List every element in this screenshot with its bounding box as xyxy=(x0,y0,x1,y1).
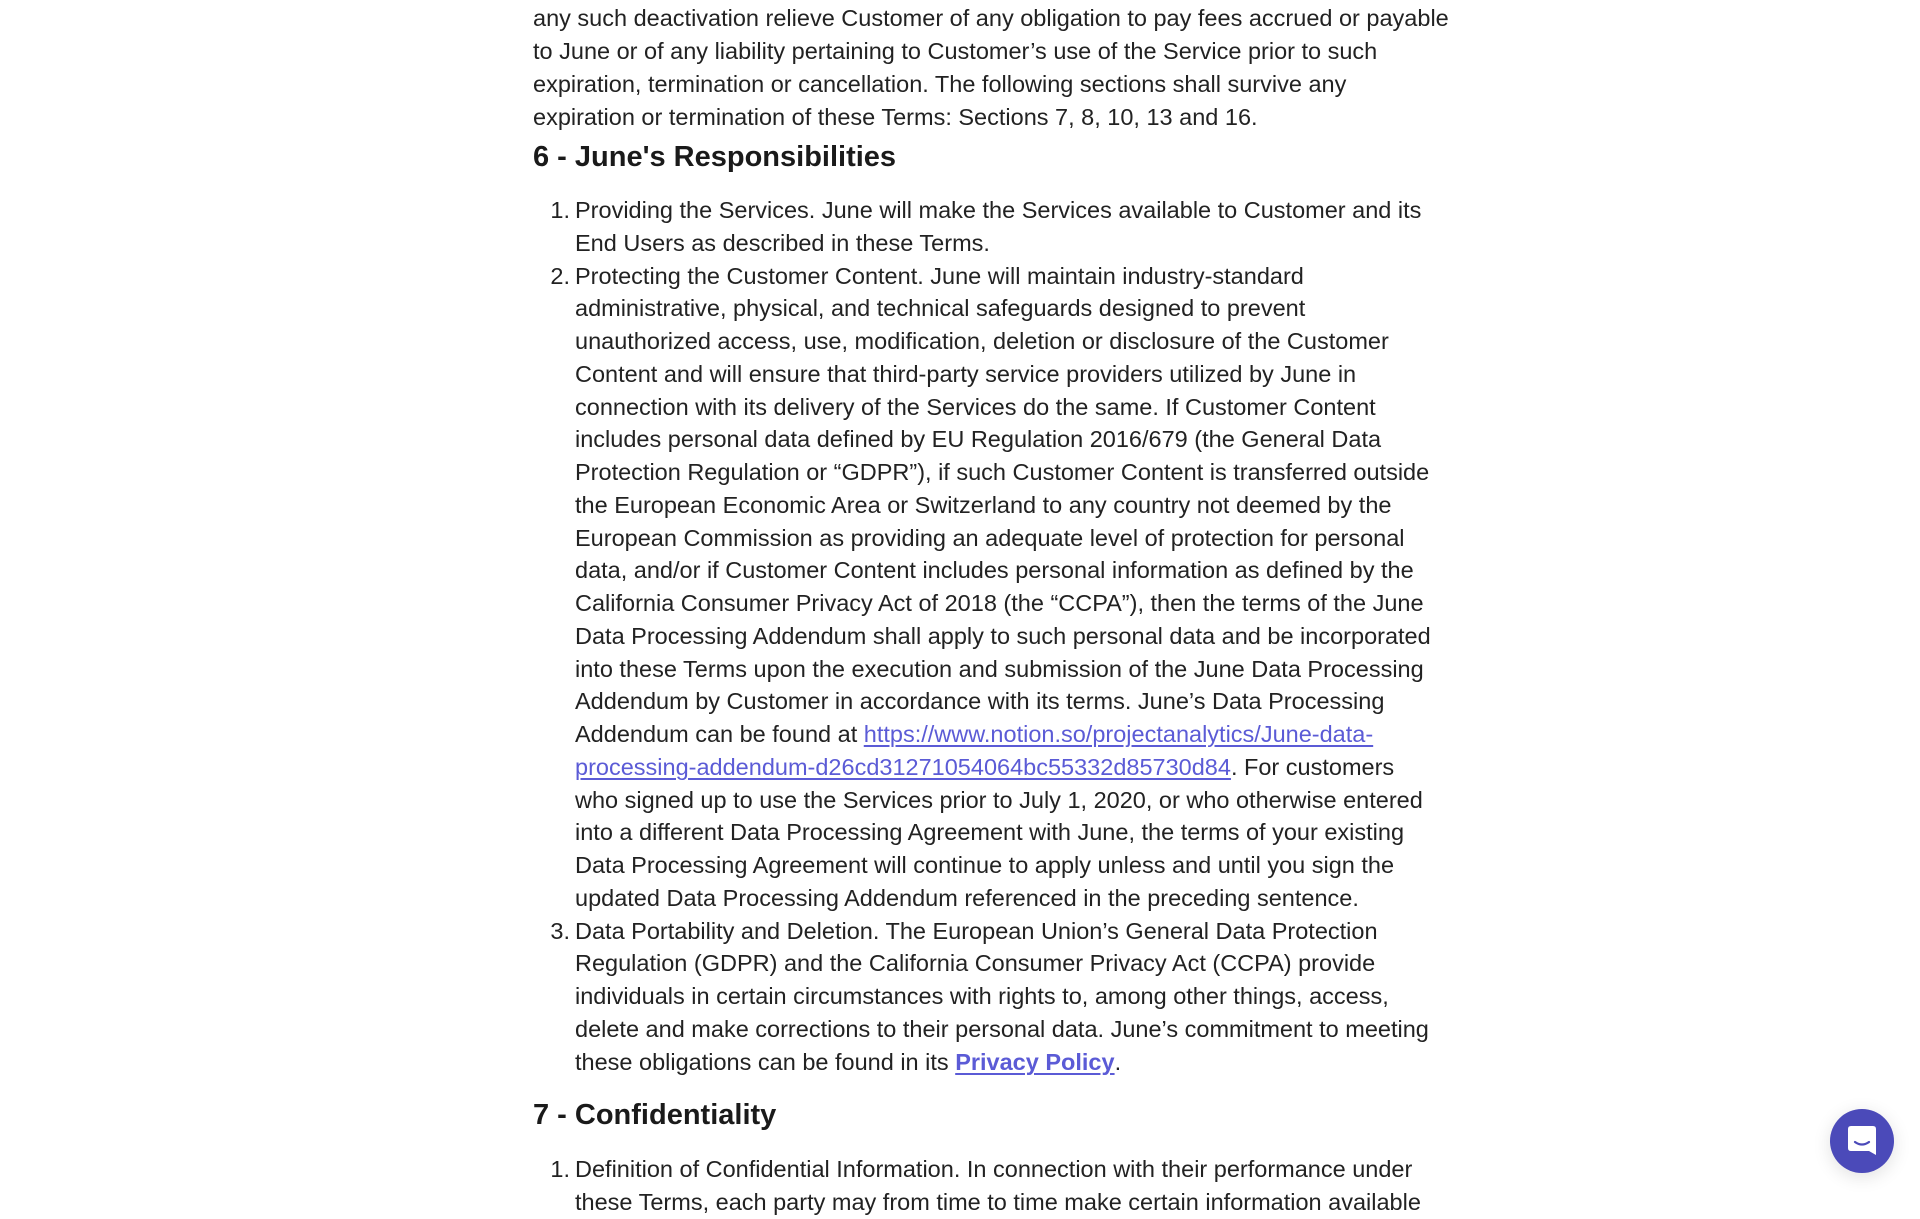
item-line: data, and/or if Customer Content includes personal information as defined by the xyxy=(575,557,1414,583)
item-line: into a different Data Processing Agreement with June, the terms of your existing xyxy=(575,819,1405,845)
item-line: Providing the Services. June will make the Services available to Customer and its xyxy=(575,197,1422,223)
list-number: 1. xyxy=(550,197,570,223)
item-line: Data Processing Addendum shall apply to such personal data and be incorporated xyxy=(575,623,1431,649)
item-line: Data Processing Agreement will continue to apply unless and until you sign the xyxy=(575,852,1395,878)
after-link-text: . For customers xyxy=(1230,754,1395,780)
item-line: includes personal data defined by EU Regulation 2016/679 (the General Data xyxy=(575,426,1382,452)
paragraph-line: expiration, termination or cancellation. The following sections shall survive any xyxy=(533,71,1347,97)
paragraph-line: to June or of any liability pertaining to Customer’s use of the Service prior to such xyxy=(533,38,1378,64)
item-line: Protecting the Customer Content. June will maintain industry-standard xyxy=(575,263,1304,289)
item-line: End Users as described in these Terms. xyxy=(575,230,990,256)
item-line: Addendum by Customer in accordance with its terms. June’s Data Processing xyxy=(575,688,1385,714)
item-line: who signed up to use the Services prior to July 1, 2020, or who otherwise entered xyxy=(575,787,1423,813)
item-line: California Consumer Privacy Act of 2018 (the “CCPA”), then the terms of the June xyxy=(575,590,1424,616)
item-line: updated Data Processing Addendum referenced in the preceding sentence. xyxy=(575,885,1359,911)
paragraph-line: expiration or termination of these Terms: Sections 7, 8, 10, 13 and 16. xyxy=(533,104,1258,130)
list-number: 2. xyxy=(550,263,570,289)
item-line: individuals in certain circumstances with rights to, among other things, access, xyxy=(575,983,1389,1009)
item-line: Content and will ensure that third-party service providers utilized by June in xyxy=(575,361,1357,387)
list-number: 1. xyxy=(550,1156,570,1182)
chat-bubble-smile-icon xyxy=(1847,1125,1877,1157)
item-line: Protection Regulation or “GDPR”), if such Customer Content is transferred outside xyxy=(575,459,1430,485)
item-line: into these Terms upon the execution and submission of the June Data Processing xyxy=(575,656,1424,682)
dpa-link[interactable]: https://www.notion.so/projectanalytics/June-data- xyxy=(863,721,1374,747)
privacy-suffix-text: . xyxy=(1114,1049,1122,1075)
item-line xyxy=(575,1046,1121,1079)
item-line: connection with its delivery of the Services do the same. If Customer Content xyxy=(575,394,1376,420)
item-line: unauthorized access, use, modification, deletion or disclosure of the Customer xyxy=(575,328,1389,354)
section-7-heading: 7 - Confidentiality xyxy=(533,1099,777,1131)
chat-widget-button[interactable] xyxy=(1830,1109,1894,1173)
section-6-heading: 6 - June's Responsibilities xyxy=(533,141,897,173)
paragraph-line: any such deactivation relieve Customer of any obligation to pay fees accrued or payable xyxy=(533,5,1449,31)
item-line: administrative, physical, and technical safeguards designed to prevent xyxy=(575,295,1306,321)
item-line: Data Portability and Deletion. The European Union’s General Data Protection xyxy=(575,918,1378,944)
item-line xyxy=(575,718,1373,751)
privacy-policy-link[interactable]: Privacy Policy xyxy=(955,1049,1115,1075)
item-line: Regulation (GDPR) and the California Consumer Privacy Act (CCPA) provide xyxy=(575,950,1376,976)
list-number: 3. xyxy=(550,918,570,944)
item-line: European Commission as providing an adequate level of protection for personal xyxy=(575,525,1405,551)
dpa-link-continued[interactable]: processing-addendum-d26cd31271054064bc55332d85730d84 xyxy=(575,754,1231,780)
item-line: delete and make corrections to their personal data. June’s commitment to meeting xyxy=(575,1016,1429,1042)
privacy-prefix-text: these obligations can be found in its xyxy=(575,1049,956,1075)
item-line: the European Economic Area or Switzerland to any country not deemed by the xyxy=(575,492,1392,518)
item-line: Definition of Confidential Information. In connection with their performance under xyxy=(575,1156,1413,1182)
link-prefix-text: Addendum can be found at xyxy=(575,721,864,747)
item-line: these Terms, each party may from time to time make certain information available xyxy=(575,1189,1421,1215)
item-line xyxy=(575,751,1394,784)
